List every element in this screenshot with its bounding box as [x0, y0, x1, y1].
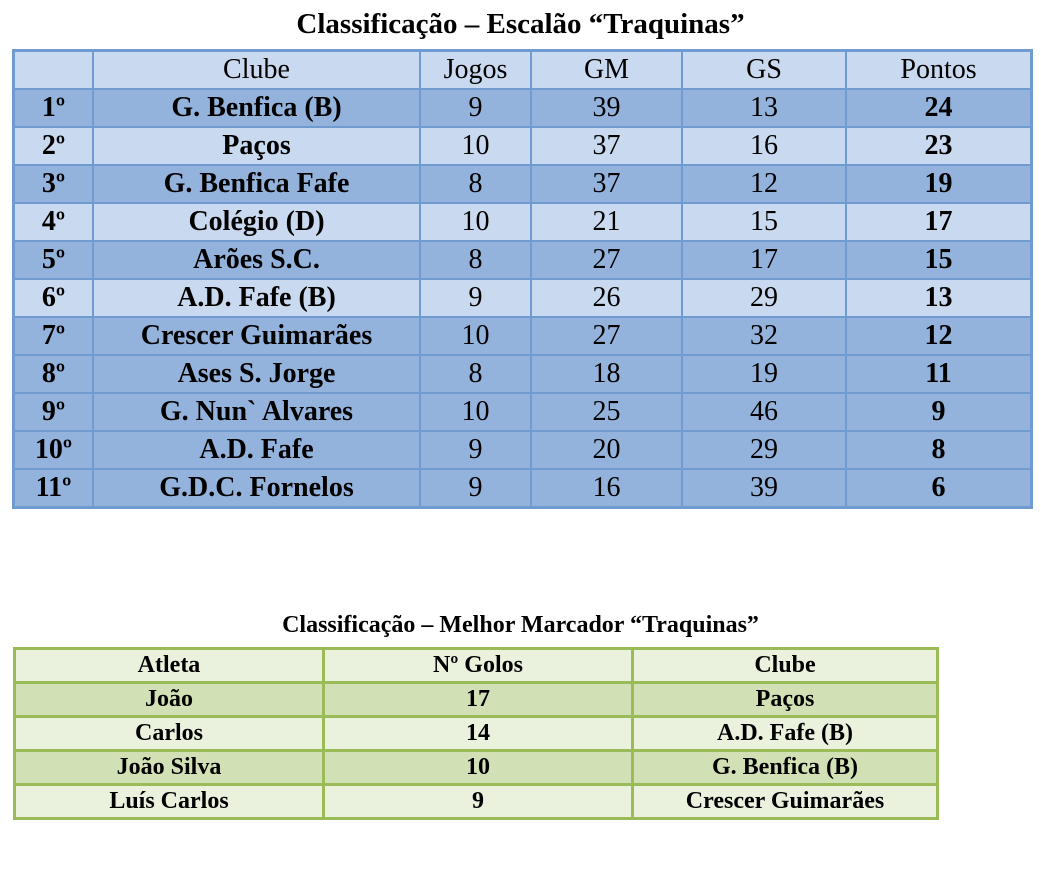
athlete-cell: Carlos [15, 717, 324, 751]
table-row [14, 165, 1031, 203]
gs-cell: 13 [682, 89, 846, 127]
gm-cell: 37 [531, 127, 682, 165]
gs-cell: 12 [682, 165, 846, 203]
club-cell: Paços [93, 127, 420, 165]
goals-cell: 9 [324, 785, 633, 819]
games-cell: 10 [420, 393, 531, 431]
scorers-header-row [15, 649, 938, 683]
header-goals-conceded: GS [682, 51, 846, 89]
position-cell: 6º [14, 279, 93, 317]
club-cell: G. Nun` Alvares [93, 393, 420, 431]
header-points: Pontos [846, 51, 1031, 89]
club-cell: A.D. Fafe (B) [93, 279, 420, 317]
header-goals-scored: GM [531, 51, 682, 89]
table-row [14, 241, 1031, 279]
points-cell: 17 [846, 203, 1031, 241]
table-row [14, 469, 1031, 507]
games-cell: 9 [420, 279, 531, 317]
club-cell: Crescer Guimarães [633, 785, 938, 819]
position-cell: 8º [14, 355, 93, 393]
position-cell: 4º [14, 203, 93, 241]
position-cell: 5º [14, 241, 93, 279]
club-cell: G. Benfica (B) [93, 89, 420, 127]
position-cell: 1º [14, 89, 93, 127]
gs-cell: 29 [682, 431, 846, 469]
gm-cell: 20 [531, 431, 682, 469]
points-cell: 9 [846, 393, 1031, 431]
header-goals: Nº Golos [324, 649, 633, 683]
header-club: Clube [633, 649, 938, 683]
header-club: Clube [93, 51, 420, 89]
table-row [14, 127, 1031, 165]
gs-cell: 32 [682, 317, 846, 355]
gm-cell: 39 [531, 89, 682, 127]
gm-cell: 26 [531, 279, 682, 317]
points-cell: 6 [846, 469, 1031, 507]
gm-cell: 37 [531, 165, 682, 203]
gm-cell: 27 [531, 241, 682, 279]
club-cell: G.D.C. Fornelos [93, 469, 420, 507]
gs-cell: 46 [682, 393, 846, 431]
games-cell: 9 [420, 469, 531, 507]
gm-cell: 27 [531, 317, 682, 355]
games-cell: 9 [420, 431, 531, 469]
table-row [14, 393, 1031, 431]
table-row [14, 89, 1031, 127]
table-row [15, 751, 938, 785]
table-row [15, 683, 938, 717]
points-cell: 8 [846, 431, 1031, 469]
header-athlete: Atleta [15, 649, 324, 683]
points-cell: 24 [846, 89, 1031, 127]
header-position [14, 51, 93, 89]
goals-cell: 10 [324, 751, 633, 785]
club-cell: Paços [633, 683, 938, 717]
table-row [15, 717, 938, 751]
games-cell: 8 [420, 165, 531, 203]
games-cell: 10 [420, 127, 531, 165]
gs-cell: 29 [682, 279, 846, 317]
goals-cell: 17 [324, 683, 633, 717]
athlete-cell: João Silva [15, 751, 324, 785]
club-cell: A.D. Fafe (B) [633, 717, 938, 751]
club-cell: Crescer Guimarães [93, 317, 420, 355]
points-cell: 15 [846, 241, 1031, 279]
club-cell: G. Benfica (B) [633, 751, 938, 785]
points-cell: 12 [846, 317, 1031, 355]
position-cell: 9º [14, 393, 93, 431]
gm-cell: 16 [531, 469, 682, 507]
games-cell: 10 [420, 317, 531, 355]
top-scorers-table [13, 647, 939, 820]
club-cell: Arões S.C. [93, 241, 420, 279]
standings-table [13, 50, 1032, 508]
table-row [14, 203, 1031, 241]
games-cell: 8 [420, 241, 531, 279]
club-cell: G. Benfica Fafe [93, 165, 420, 203]
athlete-cell: João [15, 683, 324, 717]
games-cell: 9 [420, 89, 531, 127]
gs-cell: 39 [682, 469, 846, 507]
gm-cell: 18 [531, 355, 682, 393]
games-cell: 10 [420, 203, 531, 241]
gs-cell: 15 [682, 203, 846, 241]
standings-header-row [14, 51, 1031, 89]
header-games: Jogos [420, 51, 531, 89]
standings-title: Classificação – Escalão “Traquinas” [296, 8, 745, 40]
table-row [15, 785, 938, 819]
points-cell: 11 [846, 355, 1031, 393]
position-cell: 3º [14, 165, 93, 203]
gs-cell: 17 [682, 241, 846, 279]
table-row [14, 317, 1031, 355]
gm-cell: 25 [531, 393, 682, 431]
points-cell: 19 [846, 165, 1031, 203]
position-cell: 7º [14, 317, 93, 355]
points-cell: 23 [846, 127, 1031, 165]
club-cell: Ases S. Jorge [93, 355, 420, 393]
club-cell: Colégio (D) [93, 203, 420, 241]
points-cell: 13 [846, 279, 1031, 317]
table-row [14, 431, 1031, 469]
goals-cell: 14 [324, 717, 633, 751]
athlete-cell: Luís Carlos [15, 785, 324, 819]
gs-cell: 19 [682, 355, 846, 393]
gm-cell: 21 [531, 203, 682, 241]
top-scorers-title: Classificação – Melhor Marcador “Traquinas” [282, 612, 759, 638]
table-row [14, 279, 1031, 317]
gs-cell: 16 [682, 127, 846, 165]
position-cell: 10º [14, 431, 93, 469]
position-cell: 2º [14, 127, 93, 165]
club-cell: A.D. Fafe [93, 431, 420, 469]
position-cell: 11º [14, 469, 93, 507]
table-row [14, 355, 1031, 393]
games-cell: 8 [420, 355, 531, 393]
